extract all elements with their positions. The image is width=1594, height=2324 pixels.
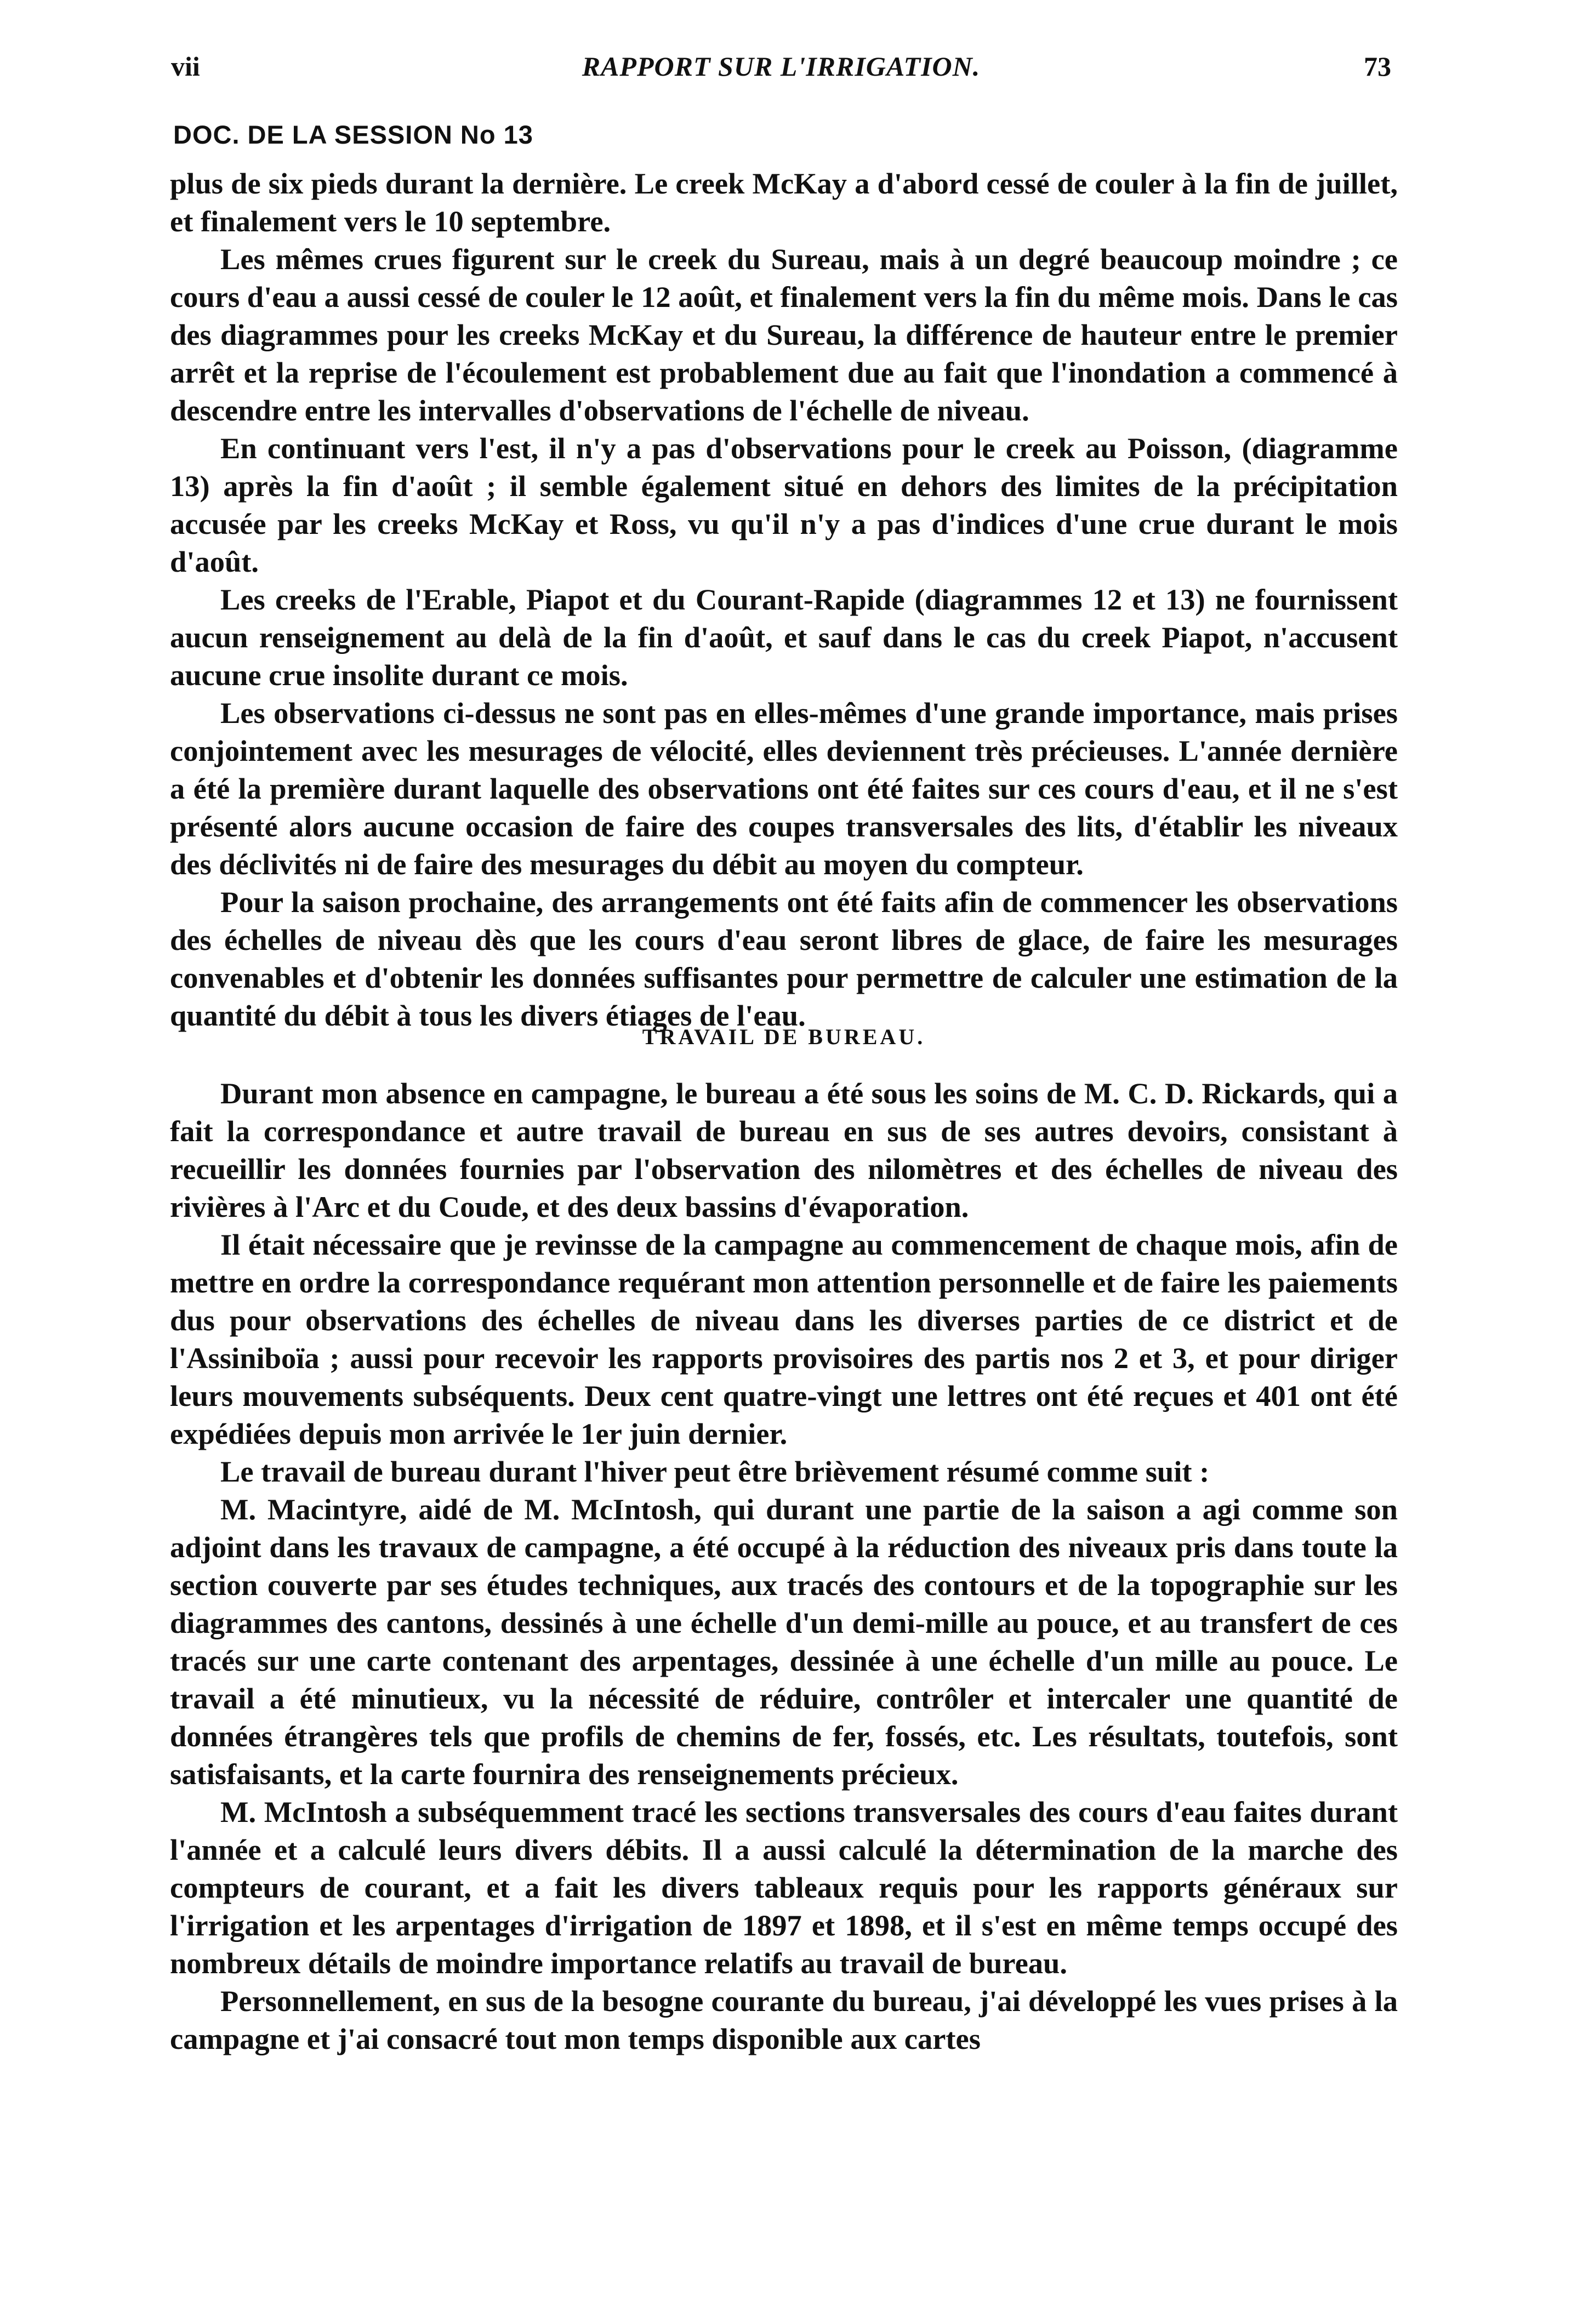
paragraph: Le travail de bureau durant l'hiver peut être brièvement résumé comme suit :: [220, 1455, 1210, 1488]
paragraph: En continuant vers l'est, il n'y a pas d'observations pour le creek au Poisson, (diagramme 13) après la fin d'août ; il semble également situé en dehors des limites de la précipitation accusée par les creeks McKay et Ross, vu qu'il n'y a pas d'indices d'une crue durant le mois d'août.: [170, 431, 1398, 578]
paragraph: Pour la saison prochaine, des arrangements ont été faits afin de commencer les observations des échelles de niveau dès que les cours d'eau seront libres de glace, de faire les mesurages convenables et d'obtenir les données suffisantes pour permettre de calculer une estimation de la quantité du débit à tous les divers étiages de l'eau.: [170, 885, 1398, 1032]
session-label: DOC. DE LA SESSION No 13: [173, 120, 533, 149]
paragraph: Les creeks de l'Erable, Piapot et du Courant-Rapide (diagrammes 12 et 13) ne fournissent aucun renseignement au delà de la fin d'août, et sauf dans le cas du creek Piapot, n'accusent aucune crue insolite durant ce mois.: [170, 583, 1398, 692]
paragraph: Durant mon absence en campagne, le bureau a été sous les soins de M. C. D. Rickards, qui a fait la correspondance et autre travail de bureau en sus de ses autres devoirs, consistant à recueillir les données fournies par l'observation des nilomètres et des échelles de niveau des rivières à l'Arc et du Coude, et des deux bassins d'évaporation.: [170, 1076, 1398, 1223]
paragraph: plus de six pieds durant la dernière. Le creek McKay a d'abord cessé de couler à la fin de juillet, et finalement vers le 10 septembre.: [170, 167, 1398, 238]
paragraph: Personnellement, en sus de la besogne courante du bureau, j'ai développé les vues prises à la campagne et j'ai consacré tout mon temps disponible aux cartes: [170, 1984, 1398, 2055]
paragraph: Il était nécessaire que je revinsse de la campagne au commencement de chaque mois, afin de mettre en ordre la correspondance requérant mon attention personnelle et de faire les paiements dus pour observations des échelles de niveau dans les diverses parties de ce district et de l'Assiniboïa ; aussi pour recevoir les rapports provisoires des partis nos 2 et 3, et pour diriger leurs mouvements subséquents. Deux cent quatre-vingt une lettres ont été reçues et 401 ont été expédiées depuis mon arrivée le 1er juin dernier.: [170, 1228, 1398, 1450]
section-heading: TRAVAIL DE BUREAU.: [642, 1024, 926, 1049]
page-roman-numeral: vii: [171, 51, 200, 82]
page-number: 73: [1364, 51, 1391, 82]
running-title: RAPPORT SUR L'IRRIGATION.: [582, 51, 981, 82]
paragraph: Les observations ci-dessus ne sont pas en elles-mêmes d'une grande importance, mais prises conjointement avec les mesurages de vélocité, elles deviennent très précieuses. L'année dernière a été la première durant laquelle des observations ont été faites sur ces cours d'eau, et il ne s'est présenté alors aucune occasion de faire des coupes transversales des lits, d'établir les niveaux des déclivités ni de faire des mesurages du débit au moyen du compteur.: [170, 696, 1398, 881]
body-section-bureau: [170, 1074, 1398, 2058]
paragraph: M. McIntosh a subséquemment tracé les sections transversales des cours d'eau faites durant l'année et a calculé leurs divers débits. Il a aussi calculé la détermination de la marche des compteurs de courant, et a fait les divers tableaux requis pour les rapports généraux sur l'irrigation et les arpentages d'irrigation de 1897 et 1898, et il s'est en même temps occupé des nombreux détails de moindre importance relatifs au travail de bureau.: [170, 1795, 1398, 1980]
running-header: [164, 50, 1398, 94]
body-section-top: [170, 164, 1398, 1034]
paragraph: M. Macintyre, aidé de M. McIntosh, qui durant une partie de la saison a agi comme son adjoint dans les travaux de campagne, a été occupé à la réduction des niveaux pris dans toute la section couverte par ses études techniques, aux tracés des contours et de la topographie sur les diagrammes des cantons, dessinés à une échelle d'un demi-mille au pouce, et au transfert de ces tracés sur une carte contenant des arpentages, dessinée à une échelle d'un mille au pouce. Le travail a été minutieux, vu la nécessité de réduire, contrôler et intercaler une quantité de données étrangères tels que profils de chemins de fer, fossés, etc. Les résultats, toutefois, sont satisfaisants, et la carte fournira des renseignements précieux.: [170, 1493, 1398, 1791]
paragraph: Les mêmes crues figurent sur le creek du Sureau, mais à un degré beaucoup moindre ; ce cours d'eau a aussi cessé de couler le 12 août, et finalement vers la fin du même mois. Dans le cas des diagrammes pour les creeks McKay et du Sureau, la différence de hauteur entre le premier arrêt et la reprise de l'écoulement est probablement due au fait que l'inondation a commencé à descendre entre les intervalles d'observations de l'échelle de niveau.: [170, 242, 1398, 427]
